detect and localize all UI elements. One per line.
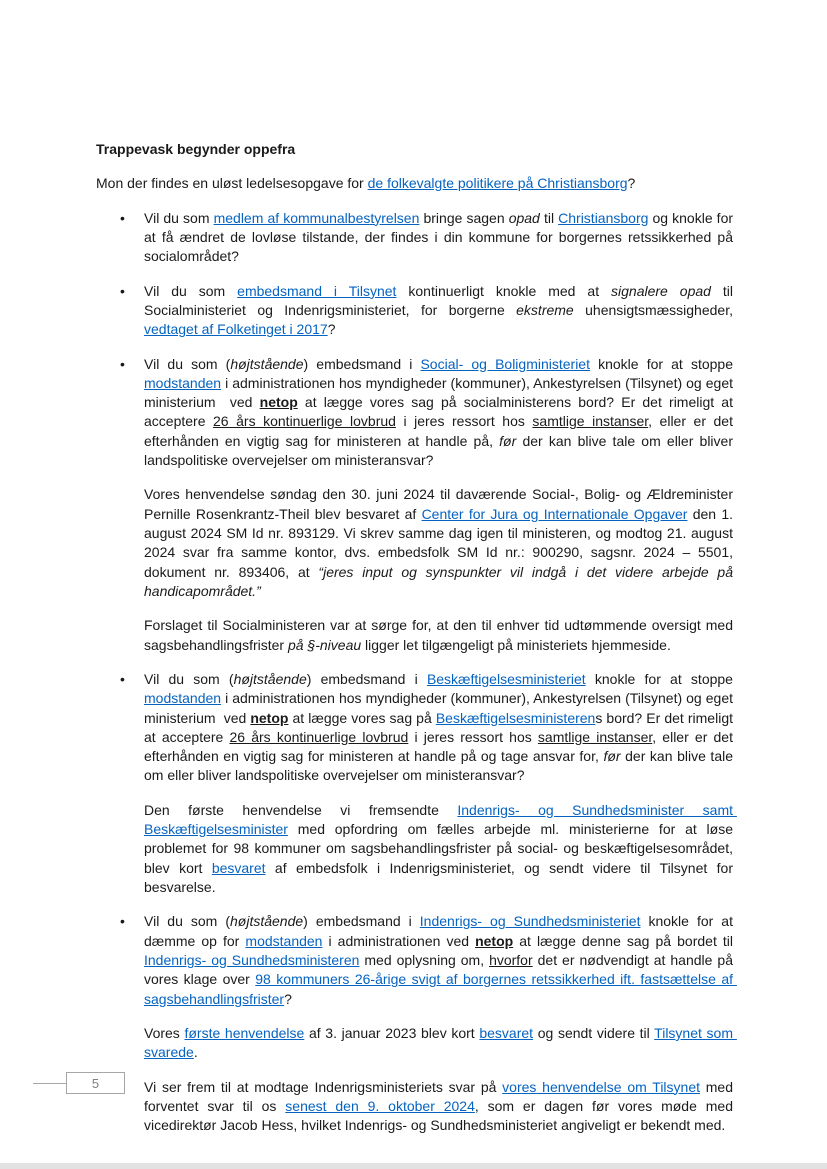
page-footer (33, 1072, 125, 1094)
text-run: før (603, 748, 621, 765)
hyperlink[interactable]: første henvendelse (184, 1024, 305, 1041)
hyperlink[interactable]: Indenrigs- og Sundhedsministeren (144, 951, 360, 968)
text-run: ) embedsmand i (303, 355, 421, 372)
intro-paragraph (96, 174, 733, 193)
text-run: Vil du som ( (144, 913, 230, 930)
text-run: netop (259, 394, 298, 411)
text-run: ligger let tilgængeligt på ministeriets hjemmeside. (361, 636, 671, 653)
text-run: ? (284, 990, 292, 1007)
text-run: og sendt videre til (533, 1024, 655, 1041)
text-run: i jeres ressort hos (408, 728, 538, 745)
text-run: Vil du som (144, 282, 238, 299)
text-run: knokle for at stoppe (590, 355, 737, 372)
text-run: i jeres ressort hos (395, 413, 533, 430)
bullet-item-2 (96, 282, 737, 340)
text-run: ) embedsmand i (303, 913, 420, 930)
bullet-item-3 (96, 355, 737, 471)
text-run: højtstående (230, 913, 304, 930)
text-run: s bord? Er det rimeligt at acceptere (144, 709, 737, 745)
text-run: af embedsfolk i Indenrigsministeriet, og sendt videre til Tilsynet for besvarelse. (144, 859, 737, 895)
text-run: med oplysning om, (359, 951, 490, 968)
hyperlink[interactable]: medlem af kommunalbestyrelsen (213, 209, 420, 226)
document-heading: Trappevask begynder oppefra (96, 141, 296, 157)
text-run: 26 års kontinuerlige lovbrud (229, 728, 409, 745)
text-run: i administrationen hos myndigheder (kommuner), Ankestyrelsen (Tilsynet) og eget ministerium ved (144, 690, 737, 726)
text-run: ) embedsmand i (306, 670, 427, 687)
text-run: samtlige instanser (532, 413, 649, 430)
hyperlink[interactable]: embedsmand i Tilsynet (237, 282, 397, 299)
footer-rule (33, 1083, 66, 1084)
hyperlink[interactable]: Indenrigs- og Sundhedsminister samt Beskæftigelsesminister (144, 801, 737, 838)
text-run: signalere opad (611, 282, 711, 299)
text-run: højtstående (233, 670, 307, 687)
bullet-marker: • (120, 209, 125, 226)
bullet-text-1 (144, 209, 737, 267)
text-run: , eller er det efterhånden en vigtig sag for ministeren at handle på, (144, 413, 737, 449)
text-run: Vores (144, 1024, 185, 1041)
document-content (96, 140, 737, 1150)
hyperlink[interactable]: besvaret (479, 1024, 534, 1041)
hyperlink[interactable]: modstanden (144, 374, 222, 391)
bullet-marker: • (120, 282, 125, 299)
hyperlink[interactable]: besvaret (211, 859, 266, 876)
text-run: til (539, 209, 559, 226)
bullet-marker: • (120, 670, 125, 687)
text-run: den 1. august 2024 SM Id nr. 893129. Vi skrev samme dag igen til ministeren, og modtog 21. august 2024 svar fra samme kontor, dvs. embedsfolk SM Id nr.: 900290, sagsnr. 2024 – 5501, dokument nr. 893406, at (144, 505, 737, 580)
hyperlink[interactable]: Indenrigs- og Sundhedsministeriet (419, 913, 641, 930)
text-run: med forventet svar til os (144, 1078, 737, 1114)
text-run: opad (508, 209, 540, 226)
text-run: til Socialministeriet og Indenrigsministeriet, for borgerne (144, 282, 737, 318)
bullet-text-2 (144, 282, 737, 340)
text-run: højtstående (230, 355, 304, 372)
sub-paragraph-5a (144, 1024, 737, 1063)
text-run: 26 års kontinuerlige lovbrud (213, 413, 396, 430)
hyperlink[interactable]: Center for Jura og Internationale Opgaver (421, 505, 688, 522)
text-run: samtlige instanser (537, 728, 653, 745)
sub-paragraph-3a (144, 485, 737, 601)
bullet-text-5 (144, 912, 737, 1009)
text-run: det er nødvendigt at handle på vores klage over (144, 951, 737, 988)
text-run: før (499, 432, 517, 449)
text-run: bringe sagen (419, 209, 509, 226)
page-number: 5 (91, 1075, 100, 1091)
hyperlink[interactable]: Christiansborg (558, 209, 649, 226)
text-run: på §-niveau (287, 636, 362, 653)
text-run: der kan blive tale om eller bliver landspolitiske overvejelser om ministeransvar? (144, 432, 737, 469)
text-run: kontinuerligt knokle med at (396, 282, 612, 299)
sub-paragraph-3b (144, 616, 737, 655)
text-run: Forslaget til Socialministeren var at sørge for, at den til enhver tid udtømmende oversigt med sagsbehandlingsfrister (144, 617, 737, 653)
sub-paragraph-4a (144, 801, 737, 898)
text-run: ? (627, 175, 636, 192)
text-run: i administrationen ved (322, 932, 476, 949)
text-run: at lægge vores sag på (288, 709, 436, 726)
page-number-box (66, 1072, 125, 1094)
text-run: uhensigtsmæssigheder, (573, 301, 737, 318)
text-run: “jeres input og synspunkter vil indgå i det videre arbejde på handicapområdet.” (144, 563, 737, 599)
text-run: Mon der findes en uløst ledelsesopgave for (96, 175, 368, 192)
bullet-text-4 (144, 670, 737, 786)
text-run: at lægge vores sag på socialministerens bord? Er det rimeligt at acceptere (144, 394, 737, 430)
hyperlink[interactable]: Social- og Boligministeriet (420, 355, 590, 372)
hyperlink[interactable]: vedtaget af Folketinget i 2017 (144, 321, 328, 338)
text-run: ekstreme (516, 301, 574, 318)
text-run: der kan blive tale om eller bliver landspolitiske overvejelser om ministeransvar? (144, 748, 737, 784)
text-run: af 3. januar 2023 blev kort (304, 1024, 480, 1041)
text-run: , eller er det efterhånden en vigtig sag for ministeren at handle på og tage ansvar for, (144, 728, 737, 765)
text-run: Vil du som ( (144, 355, 231, 372)
hyperlink[interactable]: Tilsynet som svarede (144, 1024, 737, 1061)
closing-paragraph (144, 1078, 737, 1136)
hyperlink[interactable]: Beskæftigelsesministeriet (426, 670, 586, 687)
text-run: netop (475, 932, 514, 949)
text-run: knokle for at stoppe (585, 670, 737, 687)
text-run: ? (327, 321, 336, 338)
bullet-text-3 (144, 355, 737, 471)
text-run: Vi ser frem til at modtage Indenrigsministeriets svar på (144, 1078, 503, 1095)
text-run: . (193, 1044, 198, 1061)
text-run: og knokle for at få ændret de lovløse tilstande, der findes i din kommune for borgernes retssikkerhed på socialområdet? (144, 209, 737, 265)
bullet-item-1 (96, 209, 737, 267)
text-run: med opfordring om fælles arbejde ml. ministerierne for at løse problemet for 98 kommuner om sagsbehandlingsfrister på social- og beskæftigelsesområdet, blev kort (144, 821, 737, 876)
bullet-item-5 (96, 912, 737, 1009)
text-run: Vil du som (144, 209, 214, 226)
text-run: Vores henvendelse søndag den 30. juni 2024 til daværende Social-, Bolig- og Ældreminister Pernille Rosenkrantz-Theil blev besvaret af (144, 486, 737, 522)
hyperlink[interactable]: senest den 9. oktober 2024 (285, 1097, 475, 1114)
text-run: at lægge denne sag på bordet til (513, 932, 737, 949)
hyperlink[interactable]: modstanden (245, 932, 323, 949)
bullet-marker: • (120, 913, 125, 930)
text-run: i administrationen hos myndigheder (kommuner), Ankestyrelsen (Tilsynet) og eget ministerium ved (144, 374, 737, 411)
hyperlink[interactable]: vores henvendelse om Tilsynet (502, 1078, 700, 1095)
bullet-marker: • (120, 355, 125, 372)
page-bottom-edge (0, 1163, 827, 1169)
hyperlink[interactable]: Beskæftigelsesministeren (435, 709, 596, 726)
text-run: hvorfor (489, 951, 533, 968)
hyperlink[interactable]: modstanden (144, 690, 222, 707)
bullet-item-4 (96, 670, 737, 786)
hyperlink[interactable]: de folkevalgte politikere på Christiansborg (367, 175, 628, 192)
text-run: Den første henvendelse vi fremsendte (144, 801, 458, 818)
text-run: netop (250, 709, 289, 726)
hyperlink[interactable]: 98 kommuners 26-årige svigt af borgernes retssikkerhed ift. fastsættelse af sagsbehandlingsfrister (144, 971, 737, 1007)
text-run: , som er dagen før vores møde med vicedirektør Jacob Hess, hvilket Indenrigs- og Sundhedsministeriet angiveligt er bekendt med. (144, 1097, 737, 1134)
text-run: Vil du som ( (144, 670, 234, 687)
text-run: knokle for at dæmme op for (144, 913, 737, 949)
